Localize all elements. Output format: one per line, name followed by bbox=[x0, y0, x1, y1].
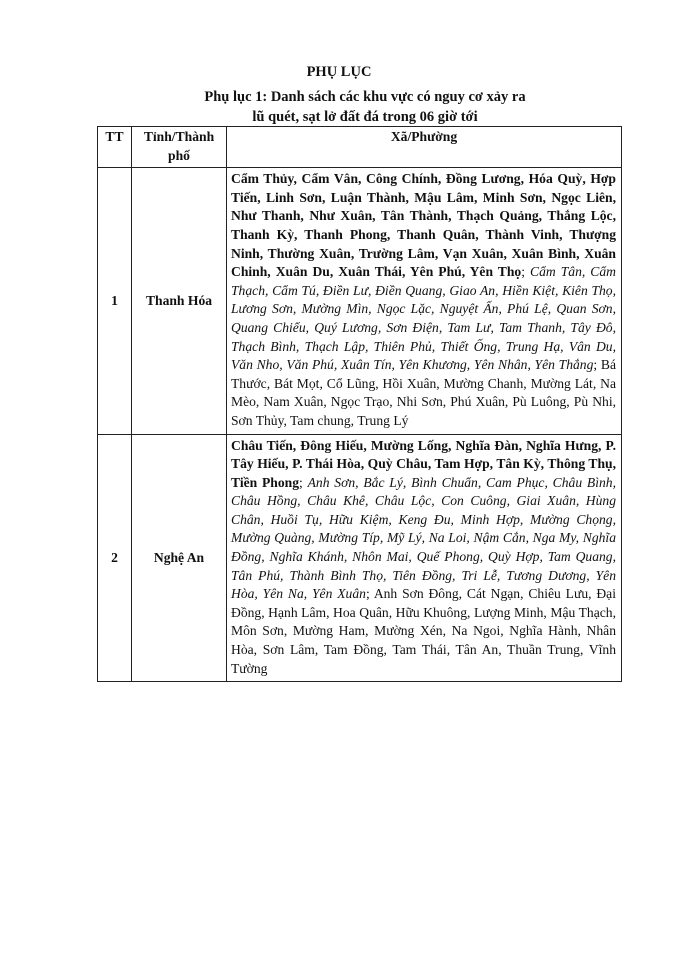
wards-regular: Bá Thước, Bát Mọt, Cổ Lũng, Hồi Xuân, Mường Chanh, Mường Lát, Na Mèo, Nam Xuân, Ngọc Trạo, Nhi Sơn, Phú Xuân, Pù Luông, Pù Nhi, Sơn Thủy, Tam chung, Trung Lý bbox=[231, 357, 616, 428]
table-row bbox=[98, 434, 622, 682]
row-number: 1 bbox=[98, 168, 132, 434]
wards-italic: Anh Sơn, Bắc Lý, Bình Chuẩn, Cam Phục, Châu Bình, Châu Hồng, Châu Khê, Châu Lộc, Con Cuông, Giai Xuân, Hùng Chân, Huồi Tụ, Hữu Kiệm, Keng Đu, Minh Hợp, Mường Chọng, Mường Quàng, Mường Típ, Mỹ Lý, Na Loi, Nậm Cắn, Nga My, Nghĩa Đồng, Nghĩa Khánh, Nhôn Mai, Quế Phong, Quỳ Hợp, Tam Quang, Tân Phú, Thành Bình Thọ, Tiên Đồng, Tri Lễ, Tương Dương, Yên Hòa, Yên Na, Yên Xuân bbox=[231, 474, 616, 602]
wards-separator: ; bbox=[593, 357, 601, 373]
document-subtitle bbox=[150, 87, 580, 127]
wards-separator: ; bbox=[521, 264, 531, 280]
wards-separator: ; bbox=[365, 586, 374, 602]
subtitle-line-1: Phụ lục 1: Danh sách các khu vực có nguy cơ xảy ra bbox=[204, 89, 526, 105]
wards-bold: Châu Tiến, Đông Hiếu, Mường Lống, Nghĩa Đàn, Nghĩa Hưng, P. Tây Hiếu, P. Thái Hòa, Quỳ Châu, Tam Hợp, Tân Kỳ, Thông Thụ, Tiền Phong bbox=[231, 437, 616, 490]
ward-list bbox=[227, 434, 622, 682]
header-tt: TT bbox=[98, 127, 132, 168]
table-row bbox=[98, 168, 622, 434]
subtitle-line-2: lũ quét, sạt lở đất đá trong 06 giờ tới bbox=[252, 109, 478, 125]
header-province: Tỉnh/Thành phố bbox=[132, 127, 227, 168]
document-title: PHỤ LỤC bbox=[306, 64, 372, 80]
table-header-row bbox=[98, 127, 622, 168]
appendix-table bbox=[97, 126, 622, 682]
row-number: 2 bbox=[98, 434, 132, 682]
header-wards: Xã/Phường bbox=[227, 127, 622, 168]
wards-regular: Anh Sơn Đông, Cát Ngạn, Chiêu Lưu, Đại Đồng, Hạnh Lâm, Hoa Quân, Hữu Khuông, Lượng Minh, Mậu Thạch, Môn Sơn, Mường Ham, Mường Xén, Na Ngoi, Nghĩa Hành, Nhân Hòa, Sơn Lâm, Tam Đồng, Tam Thái, Tân An, Thuần Trung, Vĩnh Tường bbox=[231, 586, 616, 676]
ward-list bbox=[227, 168, 622, 434]
province-name: Nghệ An bbox=[132, 434, 227, 682]
province-name: Thanh Hóa bbox=[132, 168, 227, 434]
wards-bold: Cẩm Thủy, Cẩm Vân, Công Chính, Đồng Lương, Hóa Quỳ, Hợp Tiến, Linh Sơn, Luận Thành, Mậu Lâm, Minh Sơn, Ngọc Liên, Như Thanh, Như Xuân, Tân Thành, Thạch Quảng, Thắng Lộc, Thanh Kỳ, Thanh Phong, Thanh Quân, Thành Vinh, Thượng Ninh, Thường Xuân, Trường Lâm, Vạn Xuân, Xuân Bình, Xuân Chinh, Xuân Du, Xuân Thái, Yên Phú, Yên Thọ bbox=[231, 171, 616, 280]
wards-italic: Cẩm Tân, Cẩm Thạch, Cẩm Tú, Điền Lư, Điền Quang, Giao An, Hiền Kiệt, Kiên Thọ, Lương Sơn, Mường Mìn, Ngọc Lặc, Nguyệt Ấn, Phú Lệ, Quan Sơn, Quang Chiểu, Quý Lương, Sơn Điện, Tam Lư, Tam Thanh, Tây Đô, Thạch Bình, Thạch Lập, Thiên Phủ, Thiết Ống, Trung Hạ, Vân Du, Văn Nho, Văn Phú, Xuân Tín, Yên Khương, Yên Nhân, Yên Thắng bbox=[231, 264, 616, 373]
wards-separator: ; bbox=[299, 474, 308, 490]
